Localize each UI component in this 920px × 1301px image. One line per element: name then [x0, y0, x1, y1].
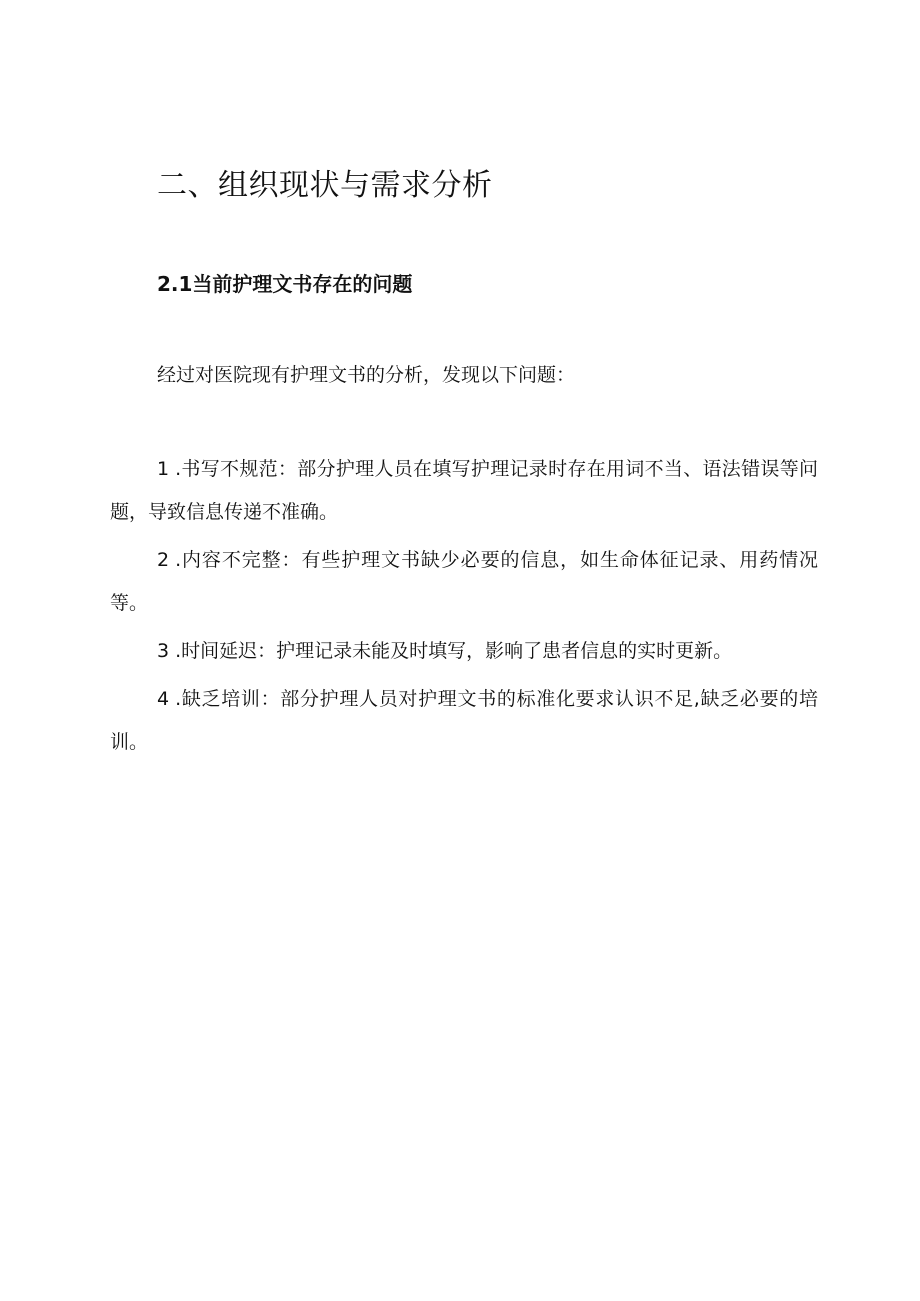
list-item-number: 4	[157, 688, 170, 710]
problem-list	[110, 448, 818, 769]
list-item-number: 1	[157, 458, 170, 480]
list-item-text: .时间延迟：护理记录未能及时填写，影响了患者信息的实时更新。	[175, 640, 733, 662]
list-item	[110, 678, 818, 764]
section-title: 二、组织现状与需求分析	[157, 168, 493, 203]
list-item-number: 3	[157, 640, 170, 662]
list-item	[110, 630, 818, 673]
subsection-title: 2.1当前护理文书存在的问题	[157, 272, 413, 296]
list-item-text: .内容不完整：有些护理文书缺少必要的信息，如生命体征记录、用药情况等。	[110, 549, 818, 614]
list-item-text: .缺乏培训：部分护理人员对护理文书的标准化要求认识不足,缺乏必要的培训。	[110, 688, 818, 753]
list-item	[110, 539, 818, 625]
list-item-number: 2	[157, 549, 170, 571]
list-item	[110, 448, 818, 534]
list-item-text: .书写不规范：部分护理人员在填写护理记录时存在用词不当、语法错误等问题，导致信息传递不准确。	[110, 458, 818, 523]
intro-paragraph: 经过对医院现有护理文书的分析，发现以下问题：	[157, 364, 576, 386]
